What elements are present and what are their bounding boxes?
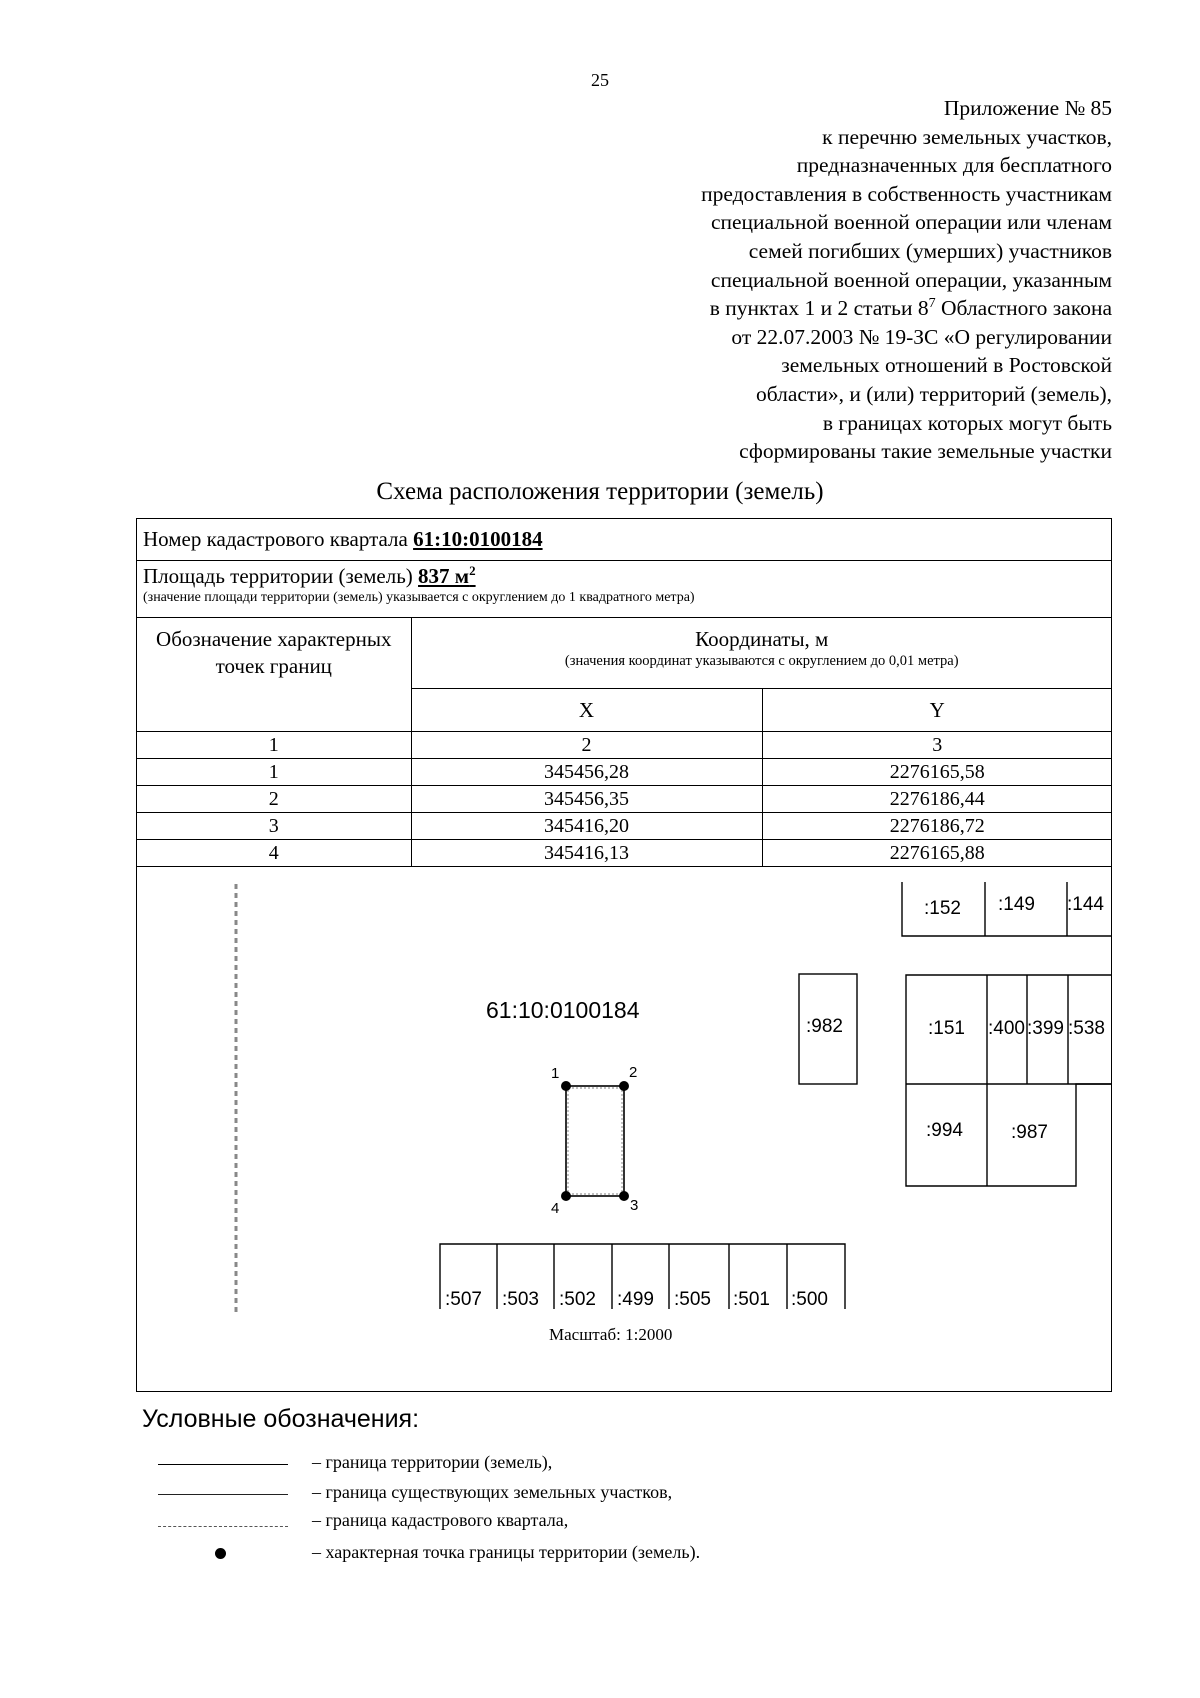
appendix-line: Приложение № 85 <box>943 96 1112 120</box>
point-cell: 2 <box>137 786 411 813</box>
appendix-text: в пунктах 1 и 2 статьи 8 <box>709 296 929 321</box>
appendix-line: специальной военной операции или членам <box>710 210 1112 235</box>
point-cell: 3 <box>137 813 411 840</box>
cadastral-label: Номер кадастрового квартала <box>143 527 414 551</box>
territory-boundary <box>566 1086 624 1196</box>
appendix-line: специальной военной операции, указанным <box>710 267 1112 292</box>
table-row <box>137 840 1112 867</box>
parcel-label: :982 <box>806 1016 843 1037</box>
parcel-label: :507 <box>445 1289 482 1310</box>
legend-text: – характерная точка границы территории (земель). <box>312 1542 701 1562</box>
parcel-label: :501 <box>733 1289 770 1310</box>
parcel-label: :499 <box>617 1289 654 1310</box>
coordinates-header <box>411 618 1112 689</box>
appendix-line <box>592 294 1112 323</box>
parcel-label: :400 <box>988 1018 1025 1039</box>
scheme-title: Схема расположения территории (земель) <box>376 478 824 505</box>
parcel-label: :151 <box>928 1018 965 1039</box>
legend-text: – граница территории (земель), <box>312 1452 553 1472</box>
area-row <box>137 561 1111 618</box>
parcel-label: :538 <box>1068 1018 1105 1039</box>
area-number: 837 м <box>418 564 470 588</box>
legend-text: – граница кадастрового квартала, <box>312 1510 569 1530</box>
point-label: 1 <box>551 1065 560 1082</box>
legend-item <box>0 1480 1200 1510</box>
x-cell: 345456,28 <box>411 759 762 786</box>
legend-item <box>0 1508 1200 1538</box>
appendix-line: от 22.07.2003 № 19-ЗС «О регулировании <box>731 324 1112 349</box>
point-label: 3 <box>630 1197 639 1214</box>
area-label: Площадь территории (земель) <box>143 564 419 588</box>
y-cell: 2276165,58 <box>762 759 1112 786</box>
parcel-label: :500 <box>791 1289 828 1310</box>
point-cell: 1 <box>137 759 411 786</box>
appendix-text: Областного закона <box>935 296 1112 321</box>
point-label: 2 <box>629 1064 638 1081</box>
y-header: Y <box>762 689 1112 732</box>
x-cell: 345416,13 <box>411 840 762 867</box>
table-row <box>137 813 1112 840</box>
parcel-label: :505 <box>674 1289 711 1310</box>
appendix-line: сформированы такие земельные участки <box>739 439 1112 464</box>
appendix-line: в границах которых могут быть <box>822 410 1112 435</box>
coordinates-title: Координаты, м <box>695 627 829 651</box>
parcel-label: :149 <box>998 894 1035 915</box>
legend-title: Условные обозначения: <box>142 1405 420 1433</box>
legend-item <box>0 1540 1200 1570</box>
boundary-point <box>561 1081 571 1091</box>
table-cell: 3 <box>762 732 1112 759</box>
appendix-line: предоставления в собственность участникам <box>701 181 1112 206</box>
appendix-line: к перечню земельных участков, <box>822 124 1112 149</box>
point-cell: 4 <box>137 840 411 867</box>
appendix-line: земельных отношений в Ростовской <box>781 353 1112 378</box>
legend-item <box>0 1450 1200 1480</box>
appendix-line: области», и (или) территорий (земель), <box>755 381 1112 406</box>
page-number: 25 <box>591 70 609 90</box>
territory-boundary <box>568 1088 622 1194</box>
area-note: (значение площади территории (земель) указывается с округлением до 1 квадратного метра) <box>143 590 695 605</box>
point-symbol <box>215 1548 226 1559</box>
parcel-label: :399 <box>1027 1018 1064 1039</box>
cadastral-number: 61:10:0100184 <box>413 527 543 551</box>
points-header: Обозначение характерных точек границ <box>137 618 411 732</box>
map-scale: Масштаб: 1:2000 <box>549 1325 673 1344</box>
area-value <box>418 564 476 588</box>
boundary-point <box>619 1081 629 1091</box>
appendix-line: предназначенных для бесплатного <box>796 153 1112 178</box>
parcel-label: :144 <box>1067 894 1104 915</box>
quarter-label: 61:10:0100184 <box>486 997 640 1023</box>
table-row <box>137 786 1112 813</box>
index-row <box>137 732 1112 759</box>
y-cell: 2276165,88 <box>762 840 1112 867</box>
y-cell: 2276186,72 <box>762 813 1112 840</box>
appendix-line: семей погибших (умерших) участников <box>748 238 1112 263</box>
coordinates-note: (значения координат указываются с округлением до 0,01 метра) <box>564 653 959 669</box>
superscript: 7 <box>928 296 936 311</box>
area-unit-sup: 2 <box>469 563 476 578</box>
parcel-boundary <box>906 975 1111 1186</box>
parcel-label: :152 <box>924 898 961 919</box>
parcel-label: :987 <box>1011 1122 1048 1143</box>
site-map <box>136 880 1112 1390</box>
boundary-point <box>561 1191 571 1201</box>
parcel-label: :994 <box>926 1120 963 1141</box>
parcel-line-symbol <box>158 1494 288 1495</box>
boundary-point <box>619 1191 629 1201</box>
cadastral-quarter-row <box>137 519 1111 561</box>
legend-text: – граница существующих земельных участков, <box>312 1482 673 1502</box>
parcel-label: :502 <box>559 1289 596 1310</box>
quarter-line-symbol <box>158 1526 288 1527</box>
x-cell: 345416,20 <box>411 813 762 840</box>
x-header: X <box>411 689 762 732</box>
table-row <box>137 759 1112 786</box>
coordinates-table <box>137 618 1112 867</box>
territory-line-symbol <box>158 1464 288 1465</box>
point-label: 4 <box>551 1200 560 1217</box>
appendix-heading <box>592 94 1112 466</box>
y-cell: 2276186,44 <box>762 786 1112 813</box>
x-cell: 345456,35 <box>411 786 762 813</box>
table-cell: 2 <box>411 732 762 759</box>
table-cell: 1 <box>137 732 411 759</box>
parcel-label: :503 <box>502 1289 539 1310</box>
